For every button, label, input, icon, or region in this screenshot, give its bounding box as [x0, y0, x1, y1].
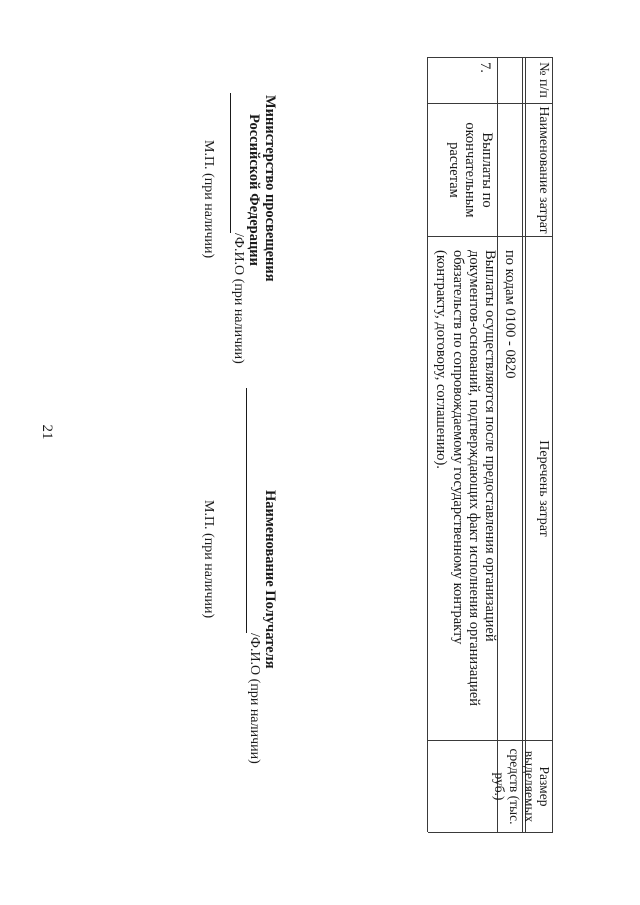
header-num: № п/п [536, 62, 551, 98]
header-list: Перечень затрат [536, 440, 551, 537]
signer-left-fio-line: /Ф.И.О (при наличии) [230, 93, 246, 393]
row-item-line: обязательств по сопровождаемому государственному контракту [449, 250, 466, 645]
signer-right-org: Наименование Получателя [262, 490, 278, 669]
row-item-line: (контракту, договору, соглашению). [433, 250, 450, 469]
header-name: Наименование затрат [536, 106, 551, 234]
signer-left-org-line2: Российской Федерации [246, 114, 262, 267]
row-item-line: документов-оснований, подтверждающих факт исполнения организацией [465, 250, 482, 707]
row-name: Выплаты по окончательным расчетам [446, 122, 495, 218]
row-num: 7. [477, 62, 493, 73]
signer-left-stamp: М.П. (при наличии) [201, 140, 216, 259]
header-amount: Размер выделяемых средств (тыс. руб.) [492, 748, 552, 825]
row-items [433, 250, 498, 820]
table-line-bottom [427, 57, 428, 832]
signature-line-right [246, 388, 261, 633]
signer-right-fio-line: /Ф.И.О (при наличии) [246, 388, 262, 748]
row-item-line: Выплаты осуществляются после предоставления организацией [482, 250, 498, 642]
table-line-right [428, 832, 553, 833]
row-code: по кодам 0100 - 0820 [502, 250, 518, 379]
signer-right-stamp: М.П. (при наличии) [201, 500, 216, 619]
signer-left-org-line1: Министерство просвещения [262, 95, 278, 282]
table-line-top [552, 57, 553, 832]
signature-line-left [230, 93, 245, 233]
page-number: 21 [39, 424, 56, 440]
table-line-header-bottom-2 [522, 57, 523, 832]
